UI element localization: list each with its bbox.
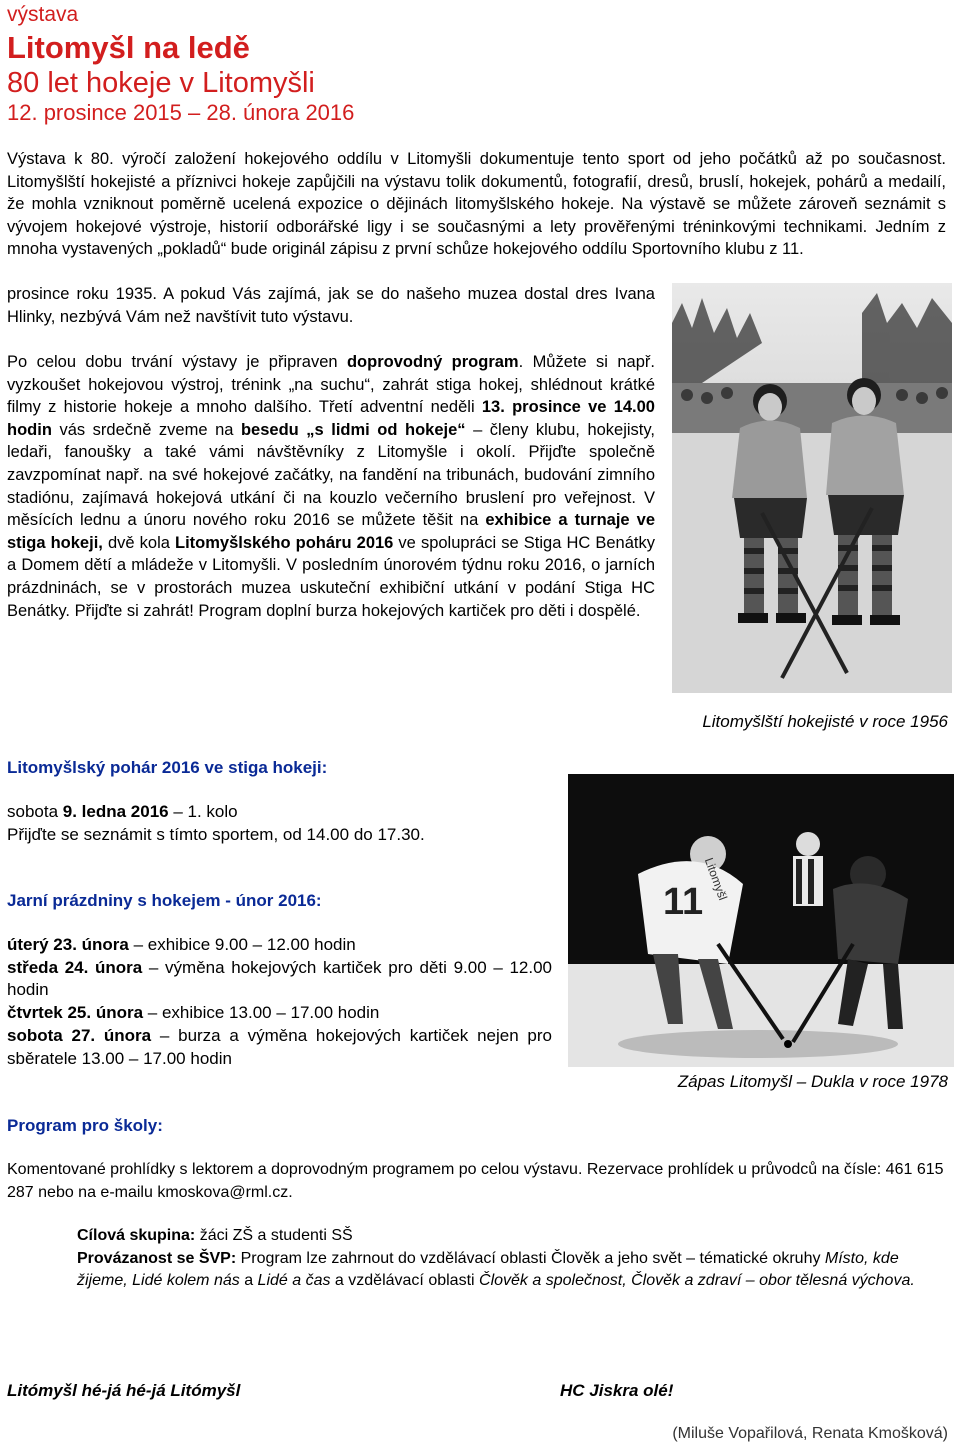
spring-item bbox=[7, 957, 552, 1002]
spring-item-day: čtvrtek 25. února bbox=[7, 1003, 144, 1023]
spring-holidays-heading: Jarní prázdniny s hokejem - únor 2016: bbox=[7, 891, 322, 910]
program-text: ve spolupráci se Stiga HC Benátky a Domem dětí a mládeže v Litomyšli. V posledním únorovém týdnu roku 2016, o jarních prázdninách, se v prostorách muzea uskuteční exhibiční utkání v podání Stiga HC Benátky. Přijďte si zahrát! Program doplní burza hokejových kartiček pro děti i dospělé. bbox=[7, 533, 655, 620]
intro-paragraph bbox=[7, 148, 946, 261]
cup-heading: Litomyšlský pohár 2016 ve stiga hokeji: bbox=[7, 758, 328, 777]
program-highlight: 13. prosince ve 14.00 hodin bbox=[7, 398, 655, 439]
cup-date: 9. ledna 2016 bbox=[62, 802, 169, 821]
schools-heading: Program pro školy: bbox=[7, 1116, 163, 1135]
svp-line bbox=[77, 1248, 937, 1293]
svp-topic: Člověk a společnost, Člověk a zdraví – obor tělesná výchova. bbox=[479, 1272, 915, 1290]
svp-topic: Lidé a čas bbox=[257, 1272, 331, 1290]
photo-1956-illustration bbox=[672, 283, 952, 693]
cup-round: – 1. kolo bbox=[168, 802, 238, 821]
svp-text: a vzdělávací oblasti bbox=[330, 1272, 480, 1290]
svg-text:Litomyšl: Litomyšl bbox=[701, 855, 730, 902]
intro-paragraph-continued bbox=[7, 283, 655, 328]
spring-item-text: – výměna hokejových kartiček pro děti 9.00 – 12.00 hodin bbox=[7, 957, 553, 1000]
photo-hockey-players-1956 bbox=[672, 283, 952, 693]
exhibition-dates: 12. prosince 2015 – 28. února 2016 bbox=[7, 100, 355, 125]
spring-item bbox=[7, 934, 552, 957]
photo-1978-caption: Zápas Litomyšl – Dukla v roce 1978 bbox=[677, 1072, 948, 1091]
target-group-line bbox=[77, 1225, 937, 1248]
program-text: – členy klubu, hokejisty, ledaři, fanoušky a také vámi návštěvníky z Litomyšle i okolí. Přijďte společně zavzpomínat např. na své hokejové začátky, na fandění na tribunách, budování zimního stadiónu, zajímavá hokejová utkání či na kouzlo večerního bruslení pro veřejnost. V měsících lednu a únoru nového roku 2016 se můžete těšit na bbox=[7, 420, 655, 530]
intro-text-continued: prosince roku 1935. A pokud Vás zajímá, jak se do našeho muzea dostal dres Ivana Hlinky, nezbývá Vám než navštívit tuto výstavu. bbox=[7, 285, 655, 326]
exhibition-subtitle: 80 let hokeje v Litomyšli bbox=[7, 67, 315, 99]
program-paragraph bbox=[7, 351, 655, 622]
authors: (Miluše Vopařilová, Renata Kmošková) bbox=[672, 1425, 948, 1442]
svp-text: a bbox=[239, 1272, 258, 1290]
spring-item-text: – exhibice 9.00 – 12.00 hodin bbox=[128, 935, 356, 954]
cup-details bbox=[7, 801, 425, 846]
svp-topic: Místo, kde žijeme, Lidé kolem nás bbox=[77, 1249, 899, 1290]
svp-text: Program lze zahrnout do vzdělávací oblasti Člověk a jeho svět – tématické okruhy bbox=[236, 1249, 825, 1267]
program-text: vás srdečně zveme na bbox=[51, 420, 241, 439]
cup-date-line bbox=[7, 801, 425, 824]
svg-text:11: 11 bbox=[663, 881, 704, 923]
cup-invite: Přijďte se seznámit s tímto sportem, od 14.00 do 17.30. bbox=[7, 824, 425, 844]
target-group-label: Cílová skupina: bbox=[77, 1227, 196, 1244]
target-group-block bbox=[77, 1225, 937, 1293]
svp-label: Provázanost se ŠVP: bbox=[77, 1249, 237, 1267]
spring-item-text: – burza a výměna hokejových kartiček nejen pro sběratele 13.00 – 17.00 hodin bbox=[7, 1025, 553, 1068]
schools-text: Komentované prohlídky s lektorem a doprovodným programem po celou výstavu. Rezervace prohlídek u průvodců na čísle: 461 615 287 nebo na e-mailu kmoskova@rml.cz. bbox=[7, 1161, 944, 1201]
program-text: . Můžete si např. vyzkoušet hokejovou výstroj, trénink „na suchu“, zahrát stiga hokej, shlédnout krátké filmy z historie hokeje a mnoho dalšího. Třetí adventní neděli bbox=[7, 353, 655, 417]
program-text: dvě kola bbox=[102, 533, 176, 552]
program-highlight: Litomyšlského poháru 2016 bbox=[175, 533, 394, 552]
spring-item-day: úterý 23. února bbox=[7, 935, 129, 954]
program-highlight: doprovodný program bbox=[346, 353, 519, 371]
referee bbox=[793, 832, 823, 906]
spring-item-text: – exhibice 13.00 – 17.00 hodin bbox=[143, 1003, 380, 1023]
slogan-team: HC Jiskra olé! bbox=[560, 1381, 674, 1400]
intro-text: Výstava k 80. výročí založení hokejového oddílu v Litomyšli dokumentuje tento sport od jeho počátků až po současnost. Litomyšlští hokejisté a příznivci hokeje zapůjčili na výstavu tolik dokumentů, fotografií, dresů, bruslí, hokejek, pohárů a medailí, že mohla vzniknout poměrně ucelená expozice o dějinách litomyšlského hokeje. Na výstavě se můžete zároveň seznámit s vývojem hokejové výstroje, historií odborářské ligy i se současnými a lety prověřenými tréninkovými technikami. Jedním z mnoha vystavených „pokladů“ bude originál zápisu z první schůze hokejového oddílu Sportovního klubu z 11. bbox=[7, 150, 946, 259]
photo-match-dukla-1978 bbox=[568, 774, 954, 1067]
program-highlight: besedu „s lidmi od hokeje“ bbox=[240, 420, 466, 439]
program-highlight: exhibice a turnaje ve stiga hokeji, bbox=[7, 511, 656, 552]
target-group-value: žáci ZŠ a studenti SŠ bbox=[195, 1227, 353, 1244]
spring-item-day: sobota 27. února bbox=[7, 1025, 152, 1045]
photo-1978-illustration bbox=[568, 774, 954, 1067]
exhibition-kicker: výstava bbox=[7, 3, 79, 26]
spring-item bbox=[7, 1025, 552, 1070]
spring-item-day: středa 24. února bbox=[7, 957, 143, 977]
program-text: Po celou dobu trvání výstavy je připraven bbox=[7, 353, 347, 371]
slogan-chant: Litómyšl hé-já hé-já Litómyšl bbox=[7, 1381, 241, 1400]
photo-1956-caption: Litomyšlští hokejisté v roce 1956 bbox=[702, 712, 948, 731]
exhibition-title: Litomyšl na ledě bbox=[7, 30, 250, 65]
cup-day: sobota bbox=[7, 802, 63, 821]
spring-item bbox=[7, 1002, 552, 1025]
spring-holidays-list bbox=[7, 934, 552, 1070]
